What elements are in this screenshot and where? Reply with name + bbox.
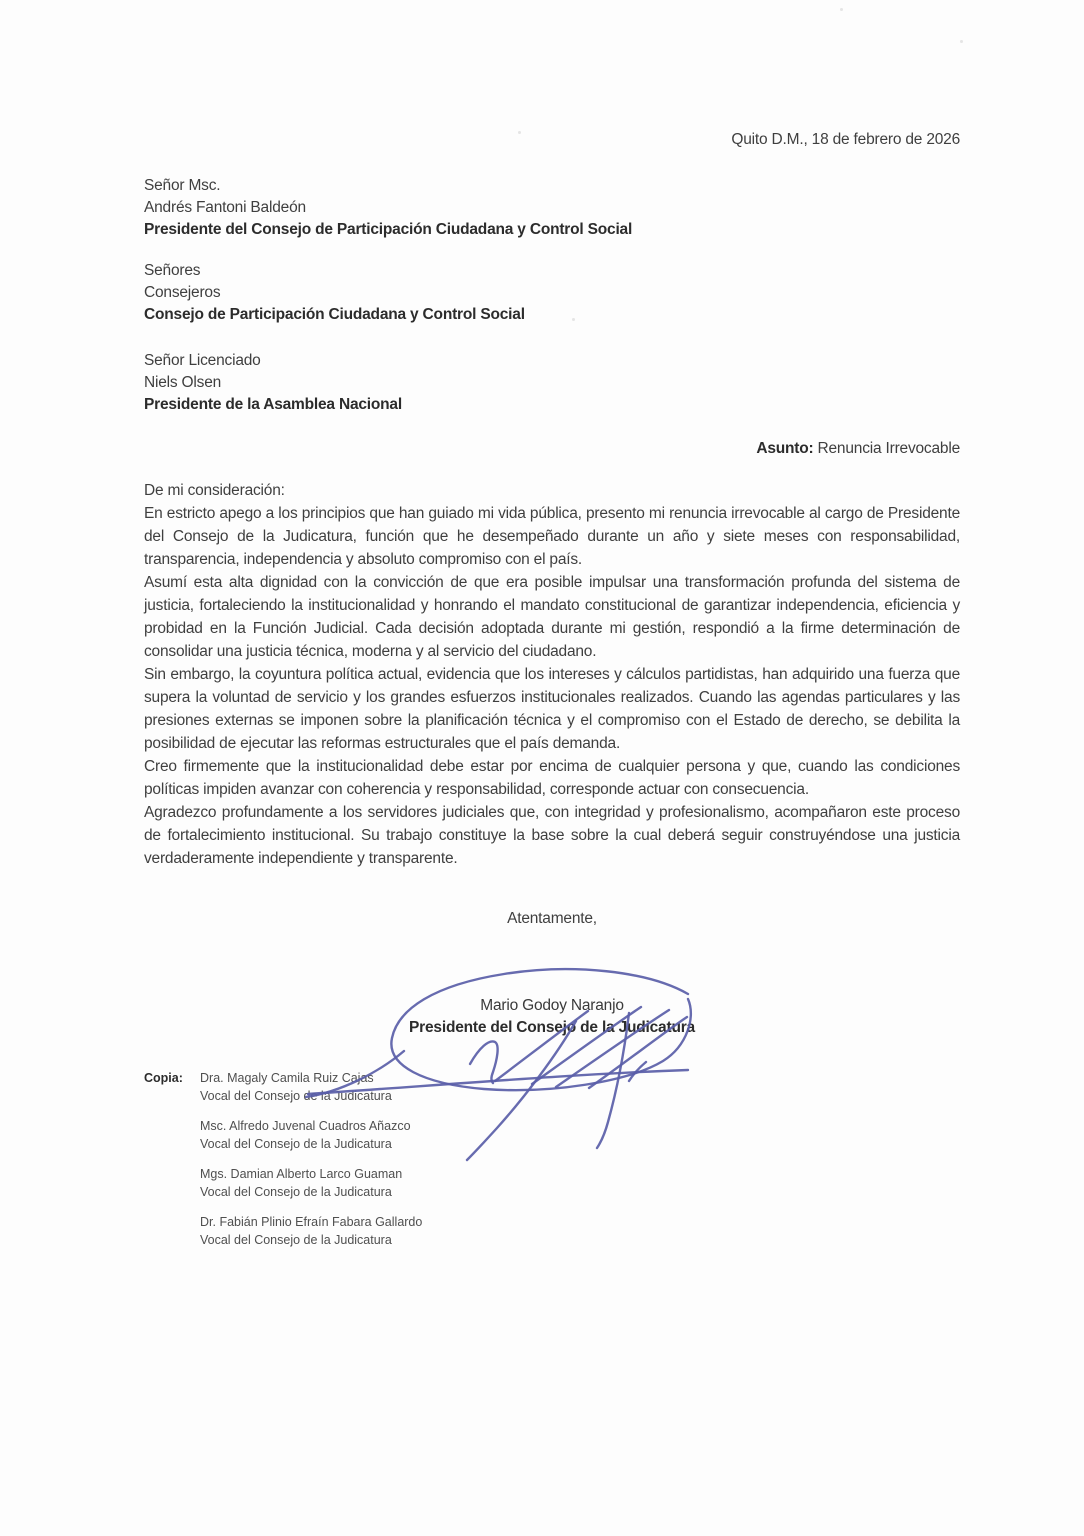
copy-entry <box>200 1166 422 1201</box>
letter-date: Quito D.M., 18 de febrero de 2026 <box>731 131 960 148</box>
recipient-block-consejeros <box>144 260 960 326</box>
body-paragraph-4: Creo firmemente que la institucionalidad debe estar por encima de cualquier persona y que, cuando las condiciones políticas impiden avanzar con coherencia y responsabilidad, corresponde actuar con consecuencia. <box>144 758 960 798</box>
copy-name: Dra. Magaly Camila Ruiz Cajas <box>200 1071 374 1085</box>
recipient-salutation: Señor Msc. <box>144 177 221 194</box>
copy-block <box>144 1070 960 1262</box>
letter-content <box>144 0 960 1262</box>
copy-entry <box>200 1118 422 1153</box>
copy-title: Vocal del Consejo de la Judicatura <box>200 1232 392 1247</box>
signer-name: Mario Godoy Naranjo <box>480 997 624 1014</box>
recipient-salutation: Señor Licenciado <box>144 352 261 369</box>
copy-title: Vocal del Consejo de la Judicatura <box>200 1184 392 1199</box>
copy-name: Msc. Alfredo Juvenal Cuadros Añazco <box>200 1119 411 1133</box>
scan-speck <box>840 8 843 11</box>
subject-line <box>144 438 960 460</box>
copy-entry <box>200 1214 422 1249</box>
scan-speck <box>572 318 575 321</box>
copy-entry <box>200 1070 422 1105</box>
salutation: De mi consideración: <box>144 482 285 499</box>
copy-list <box>200 1070 422 1262</box>
recipient-title: Presidente del Consejo de Participación Ciudadana y Control Social <box>144 221 633 238</box>
copy-name: Mgs. Damian Alberto Larco Guaman <box>200 1167 403 1181</box>
body-paragraph-5: Agradezco profundamente a los servidores judiciales que, con integridad y profesionalismo, acompañaron este proceso de fortalecimiento institucional. Su trabajo constituye la base sobre la cual deberá seguir construyéndose una justicia verdaderamente independiente y transparente. <box>144 804 960 867</box>
subject-value: Renuncia Irrevocable <box>817 440 960 457</box>
copy-name: Dr. Fabián Plinio Efraín Fabara Gallardo <box>200 1215 423 1229</box>
body-paragraph-1: En estricto apego a los principios que han guiado mi vida pública, presento mi renuncia irrevocable al cargo de Presidente del Consejo de la Judicatura, función que he desempeñado durante un año y siete meses con responsabilidad, transparencia, independencia y absoluto compromiso con el país. <box>144 505 960 568</box>
recipient-block-asamblea <box>144 350 960 416</box>
recipient-salutation: Señores <box>144 262 201 279</box>
scan-speck <box>960 40 963 43</box>
copy-title: Vocal del Consejo de la Judicatura <box>200 1136 392 1151</box>
body-paragraph-2: Asumí esta alta dignidad con la convicción de que era posible impulsar una transformación profunda del sistema de justicia, fortaleciendo la institucionalidad y honrando el mandato constitucional de garantizar independencia, eficiencia y probidad en la Función Judicial. Cada decisión adoptada durante mi gestión, respondió a la firme determinación de consolidar una justicia técnica, moderna y al servicio del ciudadano. <box>144 574 960 660</box>
recipient-name: Consejeros <box>144 284 221 301</box>
recipient-title: Consejo de Participación Ciudadana y Control Social <box>144 306 525 323</box>
closing-word: Atentamente, <box>507 910 597 927</box>
copy-label: Copia: <box>144 1071 183 1085</box>
body-paragraph-3: Sin embargo, la coyuntura política actual, evidencia que los intereses y cálculos partidistas, han adquirido una fuerza que supera la voluntad de servicio y los grandes esfuerzos institucionales realizados. Cuando las agendas particulares y las presiones externas se imponen sobre la planificación técnica y el compromiso con el Estado de derecho, se debilita la posibilidad de ejecutar las reformas estructurales que el país demanda. <box>144 666 960 752</box>
signer-title: Presidente del Consejo de la Judicatura <box>409 1019 695 1036</box>
copy-title: Vocal del Consejo de la Judicatura <box>200 1088 392 1103</box>
scan-speck <box>518 131 521 134</box>
recipient-name: Andrés Fantoni Baldeón <box>144 199 306 216</box>
recipient-name: Niels Olsen <box>144 374 222 391</box>
recipient-block-presidente-cpccs <box>144 175 960 241</box>
recipient-title: Presidente de la Asamblea Nacional <box>144 396 402 413</box>
subject-label: Asunto: <box>756 440 814 457</box>
